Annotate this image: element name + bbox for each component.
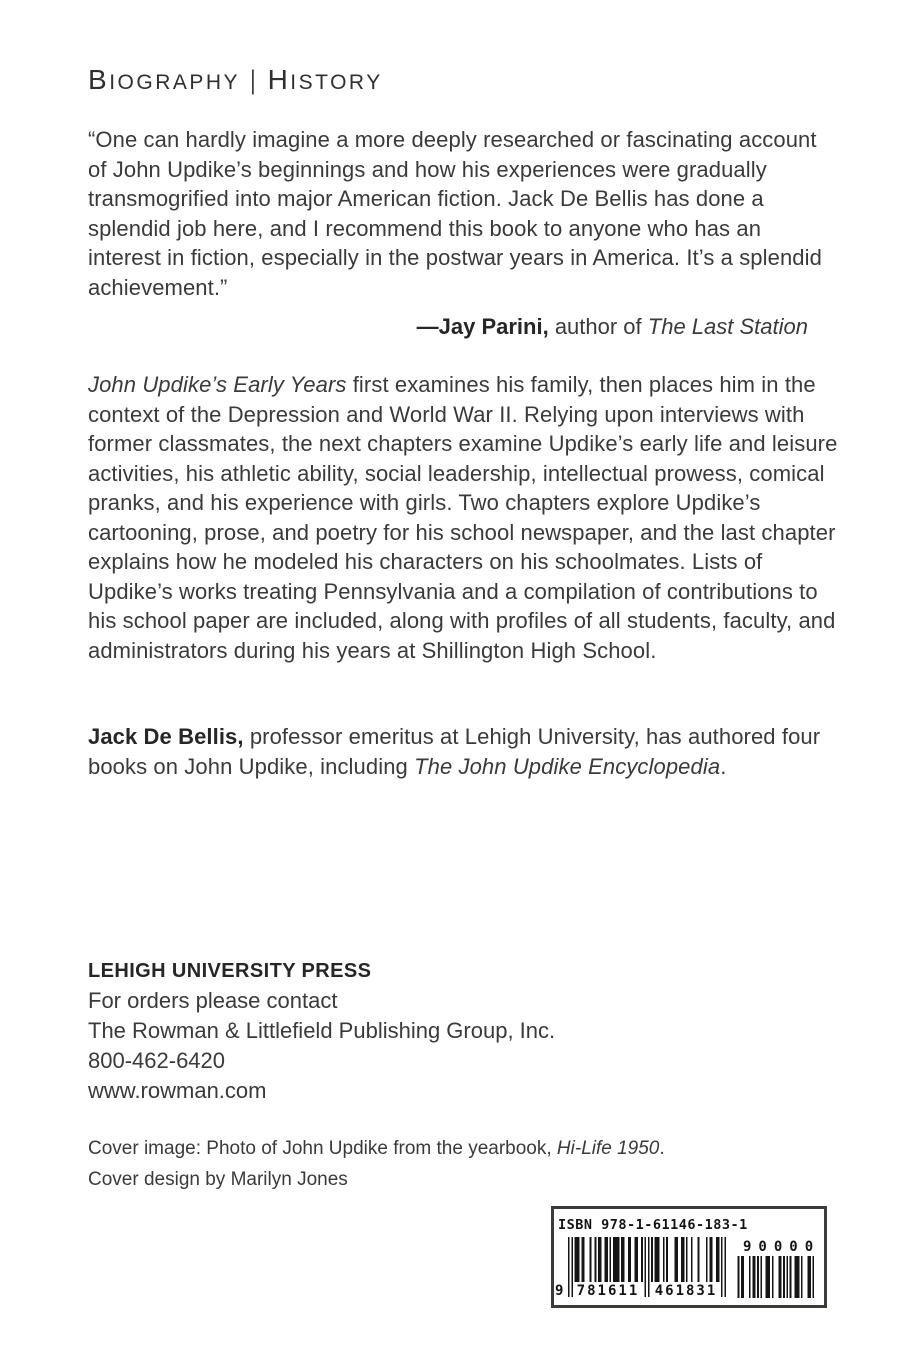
publisher-website: www.rowman.com bbox=[88, 1078, 267, 1103]
publisher-phone: 800-462-6420 bbox=[88, 1048, 226, 1073]
book-description-text: first examines his family, then places him in the context of the Depression and World War II. Relying upon interviews with former classmates, the next chapters examine Updike’s early life and leisure activities, his athletic ability, social leadership, intellectual prowess, comical pranks, and his experience with girls. Two chapters explore Updike’s cartooning, prose, and poetry for his school newspaper, and the last chapter explains how he modeled his characters on his schoolmates. Lists of Updike’s works treating Pennsylvania and a compilation of contributions to his school paper are included, along with profiles of all students, faculty, and administrators during his years at Shillington High School. bbox=[88, 372, 838, 663]
yearbook-title: Hi-Life 1950 bbox=[556, 1138, 660, 1159]
category-header bbox=[88, 62, 383, 103]
publisher-block bbox=[88, 956, 555, 1106]
category-biography: BIOGRAPHY bbox=[88, 64, 241, 95]
publisher-orders-line: For orders please contact bbox=[88, 988, 338, 1013]
cover-image-credit: Cover image: Photo of John Updike from the yearbook, Hi-Life 1950. bbox=[88, 1138, 665, 1159]
reviewed-work-title: The Last Station bbox=[647, 314, 808, 339]
credits-block bbox=[88, 1133, 665, 1195]
reviewer-role: author of bbox=[548, 314, 648, 339]
publisher-name: LEHIGH UNIVERSITY PRESS bbox=[88, 960, 372, 982]
author-bio-suffix: . bbox=[720, 753, 727, 779]
ean5-addon bbox=[736, 1239, 821, 1297]
author-work-title: The John Updike Encyclopedia bbox=[414, 753, 721, 779]
book-title: John Updike’s Early Years bbox=[88, 372, 347, 397]
cover-design-credit: Cover design by Marilyn Jones bbox=[88, 1169, 348, 1190]
review-quote: “One can hardly imagine a more deeply researched or fascinating account of John Updike’s beginnings and how his experiences were gradually transmogrified into major American fiction. Jack De Bellis has done a splendid job here, and I recommend this book to anyone who has an interest in fiction, especially in the postwar years in America. It’s a splendid achievement.” bbox=[88, 127, 822, 300]
addon-digits: 90000 bbox=[743, 1239, 821, 1255]
book-description bbox=[88, 370, 840, 665]
category-history: HISTORY bbox=[267, 64, 383, 95]
category-divider: | bbox=[250, 65, 258, 95]
ean5-bars bbox=[736, 1256, 814, 1298]
ean13-right-digits: 461831 bbox=[651, 1282, 721, 1299]
reviewer-name: —Jay Parini, bbox=[416, 314, 549, 339]
author-bio-text: professor emeritus at Lehigh University, has authored four books on John Updike, including bbox=[88, 724, 821, 779]
ean13-lead-digit: 9 bbox=[555, 1283, 564, 1299]
author-bio bbox=[88, 722, 840, 781]
publisher-group-line: The Rowman & Littlefield Publishing Group, Inc. bbox=[88, 1018, 556, 1043]
ean13-left-digits: 781611 bbox=[573, 1282, 643, 1299]
barcode bbox=[551, 1206, 827, 1308]
author-name: Jack De Bellis, bbox=[88, 724, 244, 749]
review-attribution bbox=[88, 312, 828, 342]
isbn-label: ISBN 978-1-61146-183-1 bbox=[558, 1217, 748, 1233]
ean13-barcode bbox=[555, 1237, 726, 1299]
